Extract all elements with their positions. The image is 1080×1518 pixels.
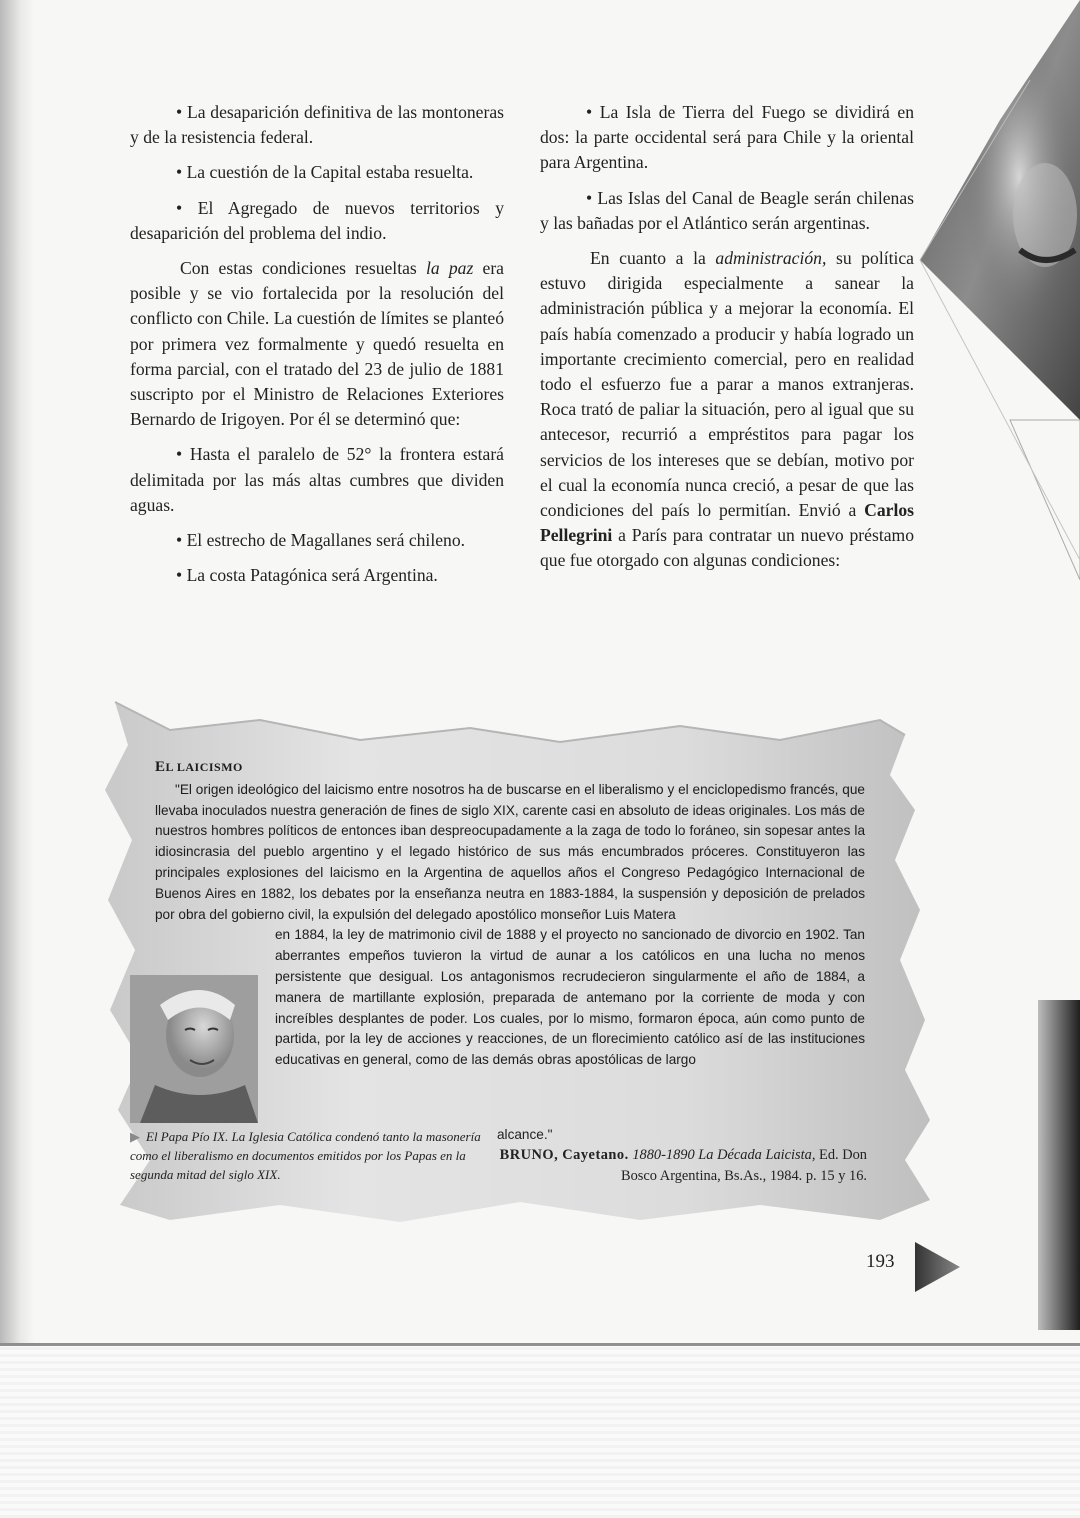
bullet-tierra-del-fuego: • La Isla de Tierra del Fuego se dividirá en dos: la parte occidental será para Chile y la oriental para Argentina. [540, 100, 914, 176]
bullet-capital: • La cuestión de la Capital estaba resuelta. [130, 160, 504, 185]
box-title: EL LAICISMO [155, 759, 243, 775]
bullet-costa: • La costa Patagónica será Argentina. [130, 563, 504, 588]
paragraph-administracion: En cuanto a la administración, su política estuvo dirigida especialmente a sanear la administración pública y a mejorar la economía. El país había comenzado a producir y había logrado un importante crecimiento comercial, pero en realidad todo el esfuerzo fue a parar a manos extranjeras. Roca trató de paliar la situación, pero al igual que su antecesor, recurrió a empréstitos para pagar los servicios de los intereses que se debían, motivo por el cual la economía nunca creció, a pesar de que las condiciones del país lo permitían. Envió a Carlos Pellegrini a París para contratar un nuevo préstamo que fue otorgado con algunas condiciones: [540, 248, 914, 571]
caption-arrow-icon: ▶ [130, 1129, 140, 1144]
portrait-caption: ▶ El Papa Pío IX. La Iglesia Católica condenó tanto la masonería como el liberalismo en documentos emitidos por los Papas en la segunda mitad del siglo XIX. [130, 1129, 481, 1182]
bullet-paralelo: • Hasta el paralelo de 52° la frontera estará delimitada por las más altas cumbres que dividen aguas. [130, 442, 504, 518]
laicismo-box [155, 757, 865, 1071]
box-quote-part1: "El origen ideológico del laicismo entre nosotros ha de buscarse en el liberalismo y el enciclopedismo francés, que llevaba inoculados nuestra generación de fines de siglo XIX, carente casi en absoluto de ideas originales. Los más de nuestros hombres políticos de entonces iban despreocupadamente a la zaga de todo lo foráneo, sin sopesar antes la idiosincrasia del pueblo argentino y el legado histórico de sus más encumbrados próceres. Constituyeron las principales explosiones del laicismo en la Argentina de aquellos años el Congreso Pedagógico Internacional de Buenos Aires en 1882, los debates por la enseñanza neutra en 1883-1884, la suspensión y deposición de prelados por obra del gobierno civil, la expulsión del delegado apostólico monseñor Luis Matera [155, 781, 865, 922]
scanner-background [0, 1346, 1080, 1518]
page-arrow-icon [915, 1242, 960, 1292]
quote-end: alcance." [497, 1127, 553, 1142]
paragraph-paz: Con estas condiciones resueltas la paz era posible y se vio fortalecida por la resolución del conflicto con Chile. La cuestión de límites se planteó por primera vez formalmente y quedó resuelta en forma parcial, con el tratado del 23 de julio de 1881 suscripto por el Ministro de Relaciones Exteriores Bernardo de Irigoyen. Por él se determinó que: [130, 258, 504, 430]
left-column [130, 100, 504, 598]
citation: BRUNO, Cayetano. 1880-1890 La Década Laicista, Ed. Don Bosco Argentina, Bs.As., 1984. p. 15 y 16. [499, 1147, 867, 1184]
page-number: 193 [866, 1251, 895, 1272]
bullet-beagle: • Las Islas del Canal de Beagle serán chilenas y las bañadas por el Atlántico serán argentinas. [540, 186, 914, 236]
bullet-territorios: • El Agregado de nuevos territorios y desaparición del problema del indio. [130, 196, 504, 246]
right-column [540, 100, 914, 584]
bullet-montoneras: • La desaparición definitiva de las montoneras y de la resistencia federal. [130, 100, 504, 150]
box-quote-part2: en 1884, la ley de matrimonio civil de 1888 y el proyecto no sancionado de divorcio en 1902. Tan aberrantes empeños tuvieron la virtud de aunar a los católicos en una lucha no menos persistente que desigual. Los antagonismos recrudecieron singularmente el año de 1884, a manera de martillante explosión, preparada de antemano por la corriente de moda y con increíbles desplantes de poder. Los cuales, por lo mismo, formaron época, aún como punto de partida, por la ley de acciones y reacciones, de un florecimiento católico así de las instituciones educativas en general, como de las demás obras apostólicas de largo [275, 927, 865, 1068]
bullet-magallanes: • El estrecho de Magallanes será chileno. [130, 528, 504, 553]
pope-portrait-image [130, 975, 258, 1123]
